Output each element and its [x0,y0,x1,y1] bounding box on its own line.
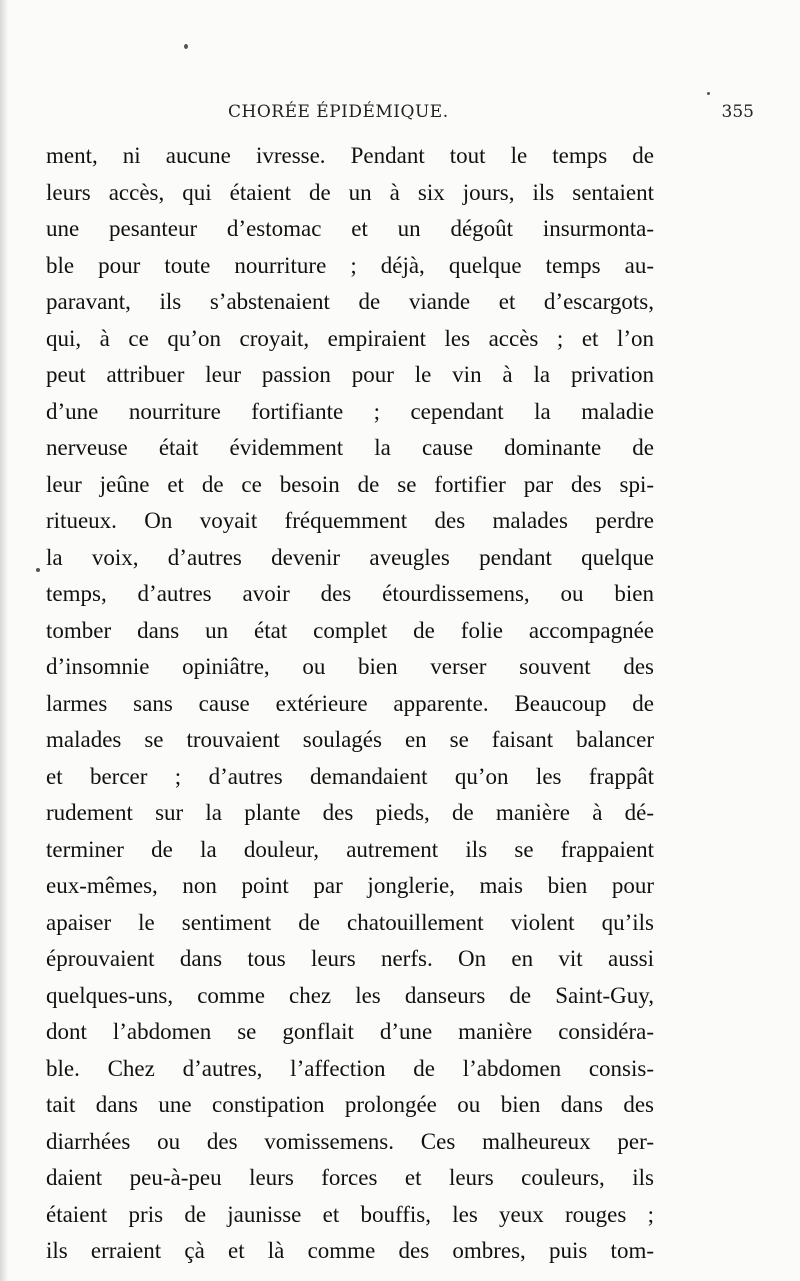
text-line: ment, ni aucune ivresse. Pendant tout le temps de [46,143,654,168]
running-head [48,100,754,130]
page-number: 355 [721,102,754,122]
text-line: paravant, ils s’abstenaient de viande et d’escargots, [46,289,654,314]
text-line: d’une nourriture fortifiante ; cependant la maladie [46,398,654,424]
text-line: malades se trouvaient soulagés en se faisant balancer [46,727,654,752]
text-line: eux-mêmes, non point par jonglerie, mais bien pour [46,873,654,898]
text-line: temps, d’autres avoir des étourdissemens, ou bien [46,581,654,606]
text-line: la voix, d’autres devenir aveugles pendant quelque [46,544,654,570]
text-line: ble. Chez d’autres, l’affection de l’abdomen consis- [46,1055,654,1081]
running-title: CHORÉE ÉPIDÉMIQUE. [228,102,449,122]
text-line: peut attribuer leur passion pour le vin à la privation [46,362,654,387]
text-line: nerveuse était évidemment la cause dominante de [46,435,654,460]
text-line: étaient pris de jaunisse et bouffis, les yeux rouges ; [46,1201,654,1227]
text-line: ils erraient çà et là comme des ombres, puis tom- [46,1238,654,1263]
text-line: daient peu-à-peu leurs forces et leurs couleurs, ils [46,1165,654,1190]
text-line: tait dans une constipation prolongée ou bien dans des [46,1092,654,1117]
text-line: ble pour toute nourriture ; déjà, quelque temps au- [46,252,654,278]
text-line: et bercer ; d’autres demandaient qu’on les frappât [46,763,654,789]
text-line: ritueux. On voyait fréquemment des malades perdre [46,508,654,533]
text-line: éprouvaient dans tous leurs nerfs. On en vit aussi [46,946,654,971]
text-line: qui, à ce qu’on croyait, empiraient les accès ; et l’on [46,325,654,351]
text-line: tomber dans un état complet de folie accompagnée [46,617,654,643]
ink-speck [36,568,40,572]
text-line: leurs accès, qui étaient de un à six jours, ils sentaient [46,179,654,205]
text-line: rudement sur la plante des pieds, de manière à dé- [46,800,654,825]
text-line: d’insomnie opiniâtre, ou bien verser souvent des [46,654,654,679]
text-line: larmes sans cause extérieure apparente. Beaucoup de [46,690,654,716]
body-text [46,138,654,1270]
ink-speck [707,92,710,95]
text-line: quelques-uns, comme chez les danseurs de Saint-Guy, [46,982,654,1008]
text-line: leur jeûne et de ce besoin de se fortifier par des spi- [46,471,654,497]
page-edge-shadow [0,0,8,1281]
text-line: apaiser le sentiment de chatouillement violent qu’ils [46,909,654,935]
text-line: diarrhées ou des vomissemens. Ces malheureux per- [46,1128,654,1154]
text-line: une pesanteur d’estomac et un dégoût insurmonta- [46,216,654,241]
text-line: terminer de la douleur, autrement ils se frappaient [46,836,654,862]
text-line: dont l’abdomen se gonflait d’une manière considéra- [46,1019,654,1044]
ink-speck [184,44,188,49]
